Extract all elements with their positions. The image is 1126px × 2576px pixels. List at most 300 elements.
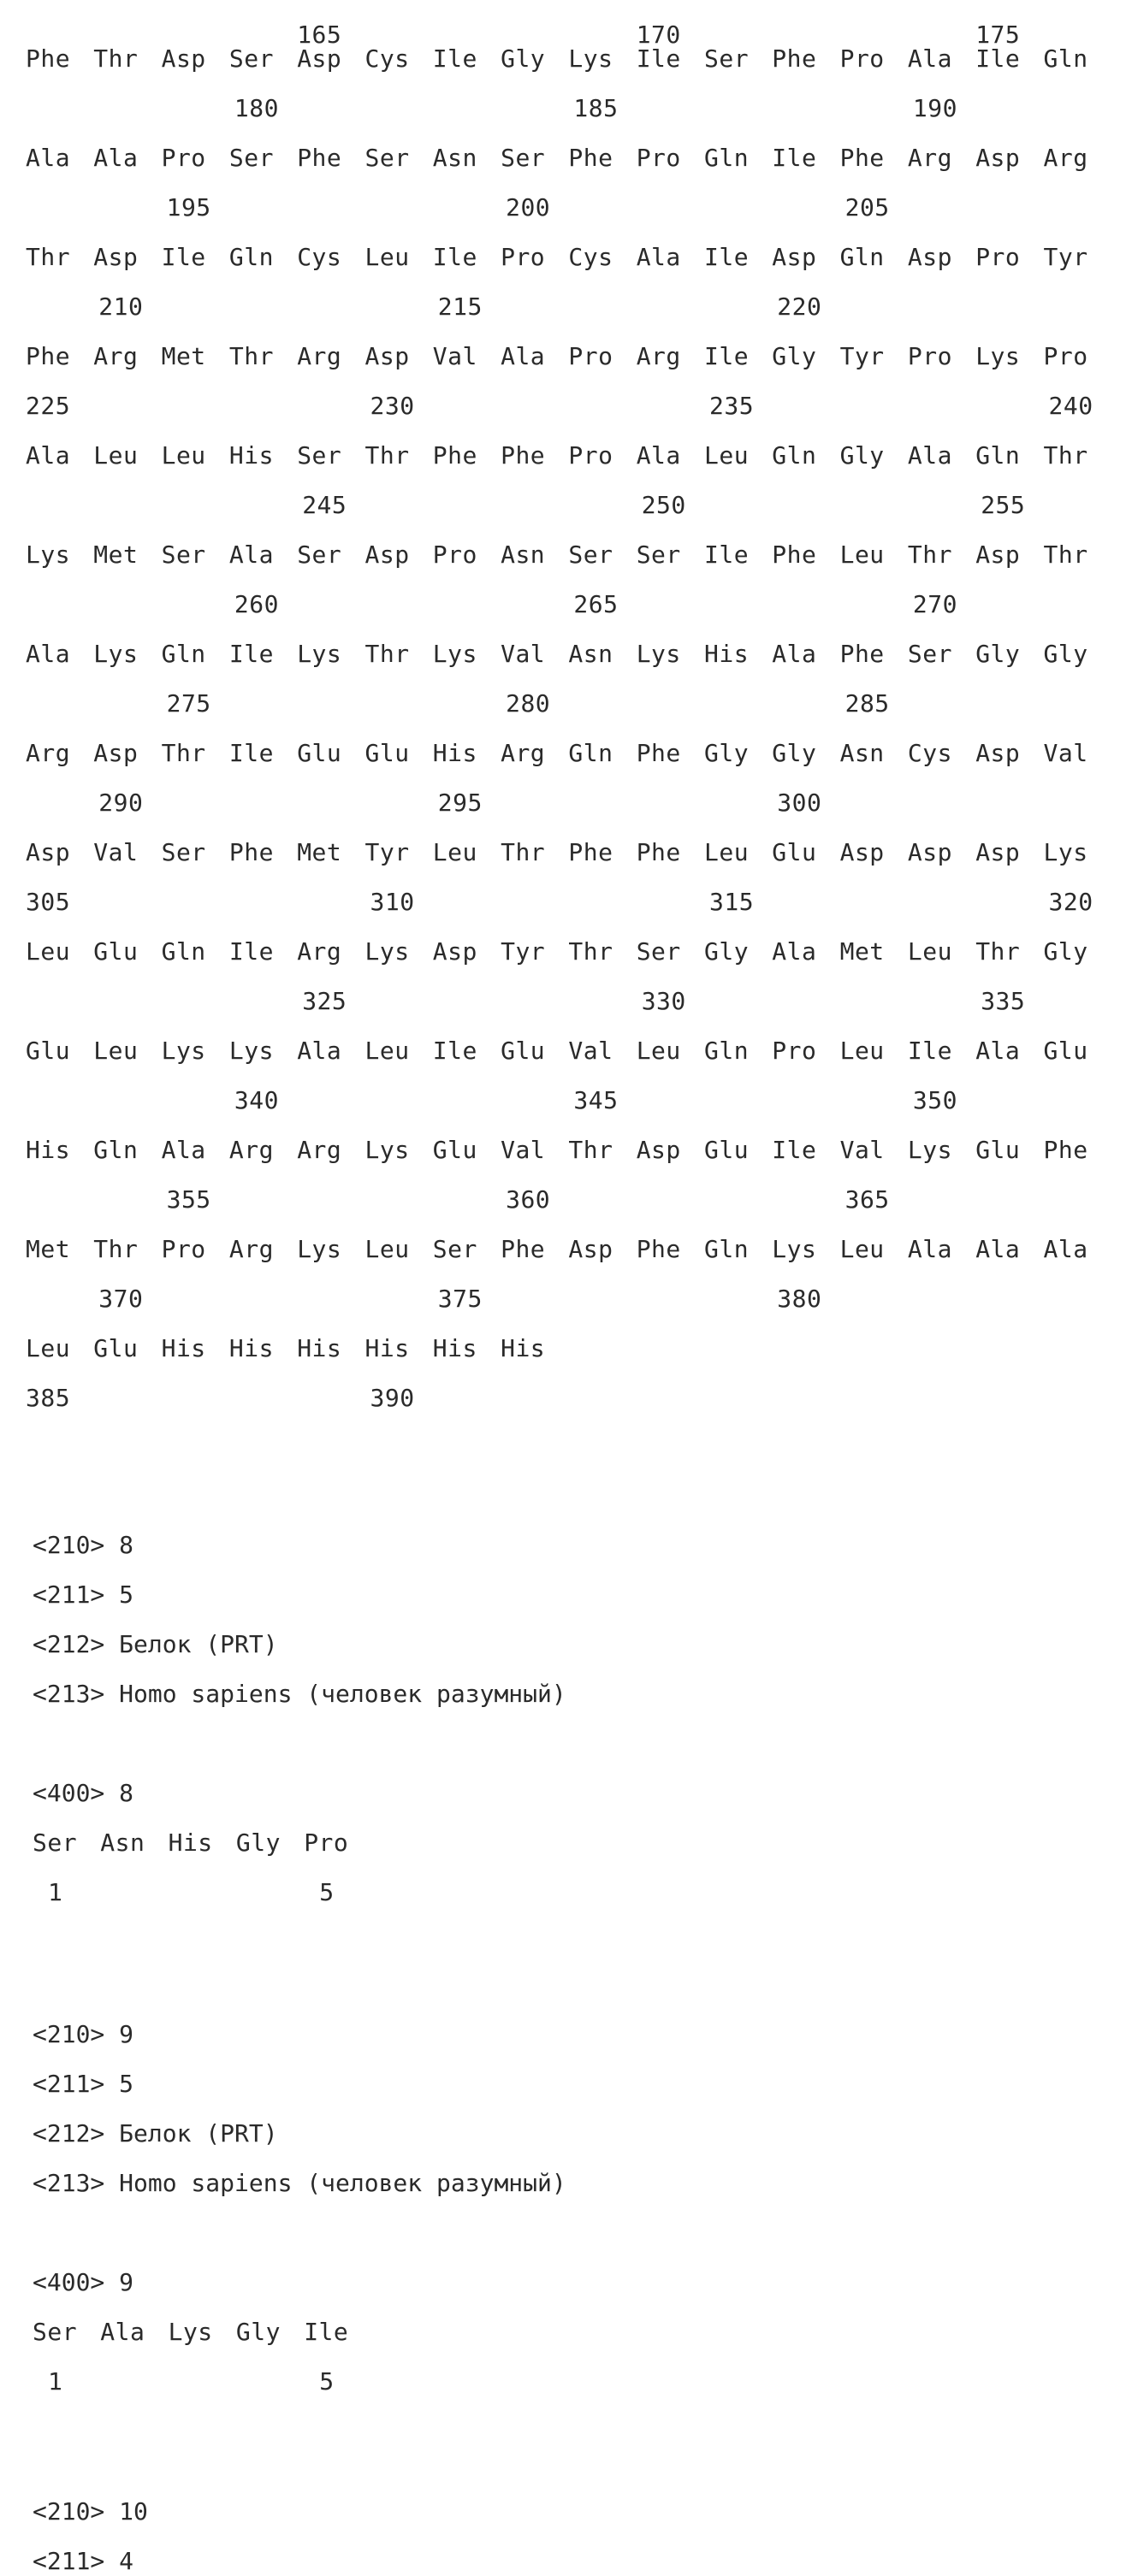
residue: Val bbox=[432, 342, 477, 370]
residue: Ala bbox=[297, 1037, 342, 1065]
residue-line bbox=[26, 1037, 1104, 1066]
residue: Ile bbox=[704, 342, 750, 370]
residue: Phe bbox=[772, 541, 817, 569]
residue: Glu bbox=[93, 1334, 139, 1362]
residue: Arg bbox=[907, 144, 952, 172]
residue: Lys bbox=[26, 541, 71, 569]
residue: Glu bbox=[772, 838, 817, 866]
residue: Ala bbox=[93, 144, 139, 172]
residue-number: 335 bbox=[981, 987, 1026, 1015]
residue-number: 320 bbox=[1048, 888, 1093, 916]
residue: Gln bbox=[704, 1037, 750, 1065]
residue-number: 5 bbox=[319, 1878, 335, 1906]
residue: Lys bbox=[364, 1136, 410, 1164]
residue: Leu bbox=[93, 1037, 139, 1065]
residue: Gly bbox=[772, 739, 817, 767]
residue: Asn bbox=[568, 640, 613, 668]
residue-number: 215 bbox=[437, 292, 483, 321]
residue: Gln bbox=[568, 739, 613, 767]
residue: Gln bbox=[1043, 44, 1088, 73]
residue-number: 365 bbox=[844, 1185, 890, 1214]
residue: Leu bbox=[364, 1235, 410, 1263]
residue-number-line bbox=[26, 94, 1104, 123]
seq-id-line: <210> 9 bbox=[33, 2020, 134, 2048]
residue: Leu bbox=[839, 541, 885, 569]
residue-line bbox=[26, 44, 1104, 74]
residue-number-line bbox=[26, 392, 1104, 421]
residue-number-line bbox=[26, 689, 1104, 718]
residue: Asp bbox=[161, 44, 206, 73]
residue-number-line bbox=[26, 1285, 1104, 1314]
residue: Ile bbox=[907, 1037, 952, 1065]
residue: Met bbox=[839, 937, 885, 966]
residue: Thr bbox=[161, 739, 206, 767]
residue-line bbox=[26, 838, 1104, 867]
residue-number: 275 bbox=[166, 689, 211, 718]
residue: Lys bbox=[772, 1235, 817, 1263]
residue: Glu bbox=[26, 1037, 71, 1065]
residue: Gln bbox=[839, 243, 885, 271]
residue: Met bbox=[161, 342, 206, 370]
residue: Met bbox=[93, 541, 139, 569]
residue: Glu bbox=[704, 1136, 750, 1164]
residue-number: 360 bbox=[506, 1185, 551, 1214]
seq-header-line: <400> 9 bbox=[33, 2268, 134, 2296]
residue-number-line bbox=[26, 1086, 1104, 1115]
residue: Glu bbox=[501, 1037, 546, 1065]
residue-number: 185 bbox=[573, 94, 619, 122]
seq-length-line: <211> 4 bbox=[33, 2547, 134, 2575]
residue: Val bbox=[501, 640, 546, 668]
residue: Asp bbox=[93, 739, 139, 767]
residue: Asp bbox=[907, 243, 952, 271]
residue: Leu bbox=[907, 937, 952, 966]
residue: Ser bbox=[568, 541, 613, 569]
residue-number-line bbox=[26, 1384, 1104, 1413]
residue-number-line bbox=[26, 292, 1104, 322]
residue: Arg bbox=[297, 1136, 342, 1164]
residue: Leu bbox=[26, 937, 71, 966]
residue: Thr bbox=[907, 541, 952, 569]
residue: Thr bbox=[228, 342, 274, 370]
residue: Pro bbox=[907, 342, 952, 370]
residue: Arg bbox=[93, 342, 139, 370]
residue: Lys bbox=[364, 937, 410, 966]
residue: Asp bbox=[297, 44, 342, 73]
residue-number: 1 bbox=[48, 2367, 63, 2396]
seq-organism-line: <213> Homo sapiens (человек разумный) bbox=[33, 1680, 566, 1708]
residue: Ala bbox=[100, 2318, 145, 2346]
residue: Ser bbox=[704, 44, 750, 73]
residue: Leu bbox=[839, 1037, 885, 1065]
residue: Gly bbox=[704, 739, 750, 767]
residue: Gln bbox=[704, 1235, 750, 1263]
residue-line bbox=[26, 937, 1104, 966]
residue: Glu bbox=[297, 739, 342, 767]
residue: Gln bbox=[93, 1136, 139, 1164]
residue: Thr bbox=[568, 937, 613, 966]
residue: His bbox=[161, 1334, 206, 1362]
residue: Ala bbox=[772, 640, 817, 668]
residue: Asp bbox=[907, 838, 952, 866]
residue: Ser bbox=[33, 2318, 78, 2346]
residue: Tyr bbox=[501, 937, 546, 966]
residue: Phe bbox=[432, 441, 477, 470]
residue: Cys bbox=[297, 243, 342, 271]
residue: Ala bbox=[636, 441, 681, 470]
residue: Thr bbox=[93, 44, 139, 73]
residue-number: 255 bbox=[981, 491, 1026, 519]
residue-number: 235 bbox=[709, 392, 755, 420]
residue: Val bbox=[568, 1037, 613, 1065]
residue: Ile bbox=[772, 1136, 817, 1164]
residue: Glu bbox=[432, 1136, 477, 1164]
residue: Asp bbox=[432, 937, 477, 966]
residue: Gly bbox=[501, 44, 546, 73]
residue: Val bbox=[93, 838, 139, 866]
residue-number: 195 bbox=[166, 193, 211, 222]
residue: Pro bbox=[568, 441, 613, 470]
residue: Asp bbox=[364, 541, 410, 569]
residue: Ser bbox=[364, 144, 410, 172]
residue: Gln bbox=[772, 441, 817, 470]
residue-number: 180 bbox=[234, 94, 279, 122]
residue: Ser bbox=[501, 144, 546, 172]
residue: Arg bbox=[26, 739, 71, 767]
residue: Leu bbox=[432, 838, 477, 866]
seq-organism-line: <213> Homo sapiens (человек разумный) bbox=[33, 2169, 566, 2197]
residue-line bbox=[26, 342, 1104, 371]
residue: Pro bbox=[161, 1235, 206, 1263]
residue: Phe bbox=[636, 739, 681, 767]
residue: Lys bbox=[432, 640, 477, 668]
residue: Ala bbox=[907, 44, 952, 73]
residue: Ile bbox=[432, 44, 477, 73]
residue: Ala bbox=[907, 441, 952, 470]
residue: Ser bbox=[161, 541, 206, 569]
residue-line bbox=[26, 1136, 1104, 1165]
residue: Ile bbox=[432, 243, 477, 271]
residue-number: 375 bbox=[437, 1285, 483, 1313]
residue: Asp bbox=[975, 838, 1021, 866]
residue-number: 340 bbox=[234, 1086, 279, 1114]
residue-number: 390 bbox=[370, 1384, 415, 1412]
residue: Ala bbox=[1043, 1235, 1088, 1263]
residue: Gly bbox=[772, 342, 817, 370]
residue: His bbox=[501, 1334, 546, 1362]
residue: Tyr bbox=[364, 838, 410, 866]
residue: Ala bbox=[636, 243, 681, 271]
residue: Lys bbox=[636, 640, 681, 668]
residue: Pro bbox=[432, 541, 477, 569]
residue: Ser bbox=[297, 541, 342, 569]
residue-number: 330 bbox=[641, 987, 686, 1015]
residue: His bbox=[364, 1334, 410, 1362]
residue: Arg bbox=[297, 342, 342, 370]
residue-line bbox=[26, 739, 1104, 768]
seq-type-line: <212> Белок (PRT) bbox=[33, 2119, 278, 2148]
residue: Phe bbox=[26, 44, 71, 73]
residue: Ile bbox=[432, 1037, 477, 1065]
residue: Asp bbox=[26, 838, 71, 866]
residue: Pro bbox=[161, 144, 206, 172]
residue: Gly bbox=[1043, 937, 1088, 966]
residue: Phe bbox=[636, 1235, 681, 1263]
residue: Phe bbox=[26, 342, 71, 370]
residue-number: 5 bbox=[319, 2367, 335, 2396]
residue: Ala bbox=[501, 342, 546, 370]
residue-number: 355 bbox=[166, 1185, 211, 1214]
residue: Thr bbox=[364, 640, 410, 668]
residue: Asp bbox=[93, 243, 139, 271]
residue: Ser bbox=[297, 441, 342, 470]
residue: Gly bbox=[1043, 640, 1088, 668]
residue: His bbox=[168, 1829, 213, 1857]
residue: Leu bbox=[364, 243, 410, 271]
residue-number: 245 bbox=[302, 491, 347, 519]
residue: Pro bbox=[501, 243, 546, 271]
residue-number: 310 bbox=[370, 888, 415, 916]
residue: Pro bbox=[839, 44, 885, 73]
residue-line bbox=[26, 144, 1104, 173]
residue-number: 325 bbox=[302, 987, 347, 1015]
residue-line bbox=[26, 541, 1104, 570]
residue: Glu bbox=[975, 1136, 1021, 1164]
residue: Gly bbox=[235, 2318, 281, 2346]
residue: Pro bbox=[975, 243, 1021, 271]
residue-number-line bbox=[26, 193, 1104, 222]
residue-line bbox=[26, 1235, 1104, 1264]
seq-length-line: <211> 5 bbox=[33, 1580, 134, 1609]
residue: Arg bbox=[297, 937, 342, 966]
residue: Asp bbox=[364, 342, 410, 370]
residue: Leu bbox=[93, 441, 139, 470]
residue: Asp bbox=[975, 144, 1021, 172]
residue: Leu bbox=[839, 1235, 885, 1263]
residue: Asp bbox=[772, 243, 817, 271]
residue: Lys bbox=[568, 44, 613, 73]
residue-number-line bbox=[26, 491, 1104, 520]
residue: Phe bbox=[501, 441, 546, 470]
residue: His bbox=[26, 1136, 71, 1164]
residue: Lys bbox=[228, 1037, 274, 1065]
residue: Phe bbox=[636, 838, 681, 866]
residue: Lys bbox=[297, 1235, 342, 1263]
residue: Glu bbox=[1043, 1037, 1088, 1065]
residue: Tyr bbox=[839, 342, 885, 370]
residue: His bbox=[228, 1334, 274, 1362]
residue-line bbox=[26, 243, 1104, 272]
residue-number: 385 bbox=[26, 1384, 71, 1412]
residue: His bbox=[228, 441, 274, 470]
residue: Lys bbox=[297, 640, 342, 668]
residue: Arg bbox=[1043, 144, 1088, 172]
residue: Ile bbox=[704, 243, 750, 271]
residue: Phe bbox=[501, 1235, 546, 1263]
residue-number-line bbox=[26, 888, 1104, 917]
residue-number: 190 bbox=[912, 94, 957, 122]
residue: Asn bbox=[839, 739, 885, 767]
residue-number: 295 bbox=[437, 789, 483, 817]
residue: Gly bbox=[704, 937, 750, 966]
residue: Thr bbox=[1043, 441, 1088, 470]
residue-number: 350 bbox=[912, 1086, 957, 1114]
residue-number: 170 bbox=[636, 21, 681, 49]
residue: Phe bbox=[772, 44, 817, 73]
residue: Ile bbox=[161, 243, 206, 271]
residue: Asp bbox=[975, 739, 1021, 767]
residue-number: 315 bbox=[709, 888, 755, 916]
residue: Thr bbox=[26, 243, 71, 271]
residue: Arg bbox=[228, 1235, 274, 1263]
residue-number: 220 bbox=[777, 292, 822, 321]
residue: Thr bbox=[364, 441, 410, 470]
seq-header-line: <400> 8 bbox=[33, 1779, 134, 1807]
residue: Gln bbox=[975, 441, 1021, 470]
residue: Ala bbox=[772, 937, 817, 966]
residue: Asp bbox=[839, 838, 885, 866]
residue: Ser bbox=[432, 1235, 477, 1263]
residue: His bbox=[297, 1334, 342, 1362]
residue: Thr bbox=[93, 1235, 139, 1263]
residue: Lys bbox=[975, 342, 1021, 370]
residue: Asn bbox=[501, 541, 546, 569]
residue: Ile bbox=[228, 640, 274, 668]
residue: Thr bbox=[501, 838, 546, 866]
residue: His bbox=[432, 739, 477, 767]
residue: Asp bbox=[568, 1235, 613, 1263]
residue: Thr bbox=[568, 1136, 613, 1164]
residue: Ile bbox=[636, 44, 681, 73]
residue: Ser bbox=[228, 144, 274, 172]
residue-number: 265 bbox=[573, 590, 619, 618]
residue: Met bbox=[26, 1235, 71, 1263]
residue: Ile bbox=[228, 937, 274, 966]
residue-number: 250 bbox=[641, 491, 686, 519]
residue: His bbox=[704, 640, 750, 668]
residue: Leu bbox=[26, 1334, 71, 1362]
residue: Cys bbox=[907, 739, 952, 767]
residue: Cys bbox=[568, 243, 613, 271]
residue-number: 380 bbox=[777, 1285, 822, 1313]
residue: Ala bbox=[228, 541, 274, 569]
residue: Thr bbox=[975, 937, 1021, 966]
residue: Ser bbox=[161, 838, 206, 866]
residue: Gln bbox=[161, 640, 206, 668]
residue: Phe bbox=[839, 144, 885, 172]
residue: Leu bbox=[704, 441, 750, 470]
residue: Ala bbox=[26, 144, 71, 172]
residue: Lys bbox=[168, 2318, 213, 2346]
residue: His bbox=[432, 1334, 477, 1362]
residue-number: 225 bbox=[26, 392, 71, 420]
residue: Pro bbox=[636, 144, 681, 172]
residue: Arg bbox=[636, 342, 681, 370]
residue: Val bbox=[1043, 739, 1088, 767]
residue: Phe bbox=[839, 640, 885, 668]
residue: Val bbox=[839, 1136, 885, 1164]
residue: Ala bbox=[26, 640, 71, 668]
residue: Asn bbox=[432, 144, 477, 172]
residue: Pro bbox=[304, 1829, 349, 1857]
residue: Thr bbox=[1043, 541, 1088, 569]
residue: Asp bbox=[636, 1136, 681, 1164]
residue: Ser bbox=[636, 541, 681, 569]
residue: Ile bbox=[228, 739, 274, 767]
residue: Leu bbox=[704, 838, 750, 866]
residue: Ile bbox=[704, 541, 750, 569]
residue: Gln bbox=[704, 144, 750, 172]
residue: Ala bbox=[975, 1235, 1021, 1263]
residue: Glu bbox=[364, 739, 410, 767]
residue: Tyr bbox=[1043, 243, 1088, 271]
residue: Asn bbox=[100, 1829, 145, 1857]
residue-number: 165 bbox=[297, 21, 342, 49]
residue: Leu bbox=[636, 1037, 681, 1065]
residue: Ser bbox=[907, 640, 952, 668]
residue-line bbox=[26, 441, 1104, 470]
residue: Pro bbox=[568, 342, 613, 370]
residue-number: 205 bbox=[844, 193, 890, 222]
residue-number: 285 bbox=[844, 689, 890, 718]
residue: Pro bbox=[1043, 342, 1088, 370]
residue: Ala bbox=[975, 1037, 1021, 1065]
residue: Lys bbox=[1043, 838, 1088, 866]
residue: Ala bbox=[907, 1235, 952, 1263]
seq-id-line: <210> 8 bbox=[33, 1531, 134, 1559]
seq-length-line: <211> 5 bbox=[33, 2070, 134, 2098]
residue: Leu bbox=[161, 441, 206, 470]
residue: Phe bbox=[228, 838, 274, 866]
residue-number: 175 bbox=[975, 21, 1021, 49]
residue-line bbox=[26, 640, 1104, 669]
residue: Phe bbox=[568, 838, 613, 866]
residue-number: 260 bbox=[234, 590, 279, 618]
residue-number: 240 bbox=[1048, 392, 1093, 420]
residue: Lys bbox=[907, 1136, 952, 1164]
residue-number: 230 bbox=[370, 392, 415, 420]
residue-number: 345 bbox=[573, 1086, 619, 1114]
residue: Ala bbox=[26, 441, 71, 470]
residue: Phe bbox=[297, 144, 342, 172]
residue: Gln bbox=[228, 243, 274, 271]
residue-number-line bbox=[26, 789, 1104, 818]
residue: Glu bbox=[93, 937, 139, 966]
residue: Gly bbox=[975, 640, 1021, 668]
residue-number: 280 bbox=[506, 689, 551, 718]
residue-number-line bbox=[26, 1185, 1104, 1214]
residue: Ser bbox=[228, 44, 274, 73]
residue: Cys bbox=[364, 44, 410, 73]
residue-number: 270 bbox=[912, 590, 957, 618]
residue: Ile bbox=[772, 144, 817, 172]
residue-number: 1 bbox=[48, 1878, 63, 1906]
residue: Gly bbox=[839, 441, 885, 470]
residue: Met bbox=[297, 838, 342, 866]
residue-number: 210 bbox=[98, 292, 144, 321]
residue-number-line bbox=[26, 590, 1104, 619]
residue-number: 370 bbox=[98, 1285, 144, 1313]
residue-number: 200 bbox=[506, 193, 551, 222]
residue: Leu bbox=[364, 1037, 410, 1065]
residue-number: 300 bbox=[777, 789, 822, 817]
residue: Lys bbox=[161, 1037, 206, 1065]
residue: Arg bbox=[228, 1136, 274, 1164]
residue: Phe bbox=[568, 144, 613, 172]
residue: Pro bbox=[772, 1037, 817, 1065]
residue: Gln bbox=[161, 937, 206, 966]
residue: Gly bbox=[235, 1829, 281, 1857]
